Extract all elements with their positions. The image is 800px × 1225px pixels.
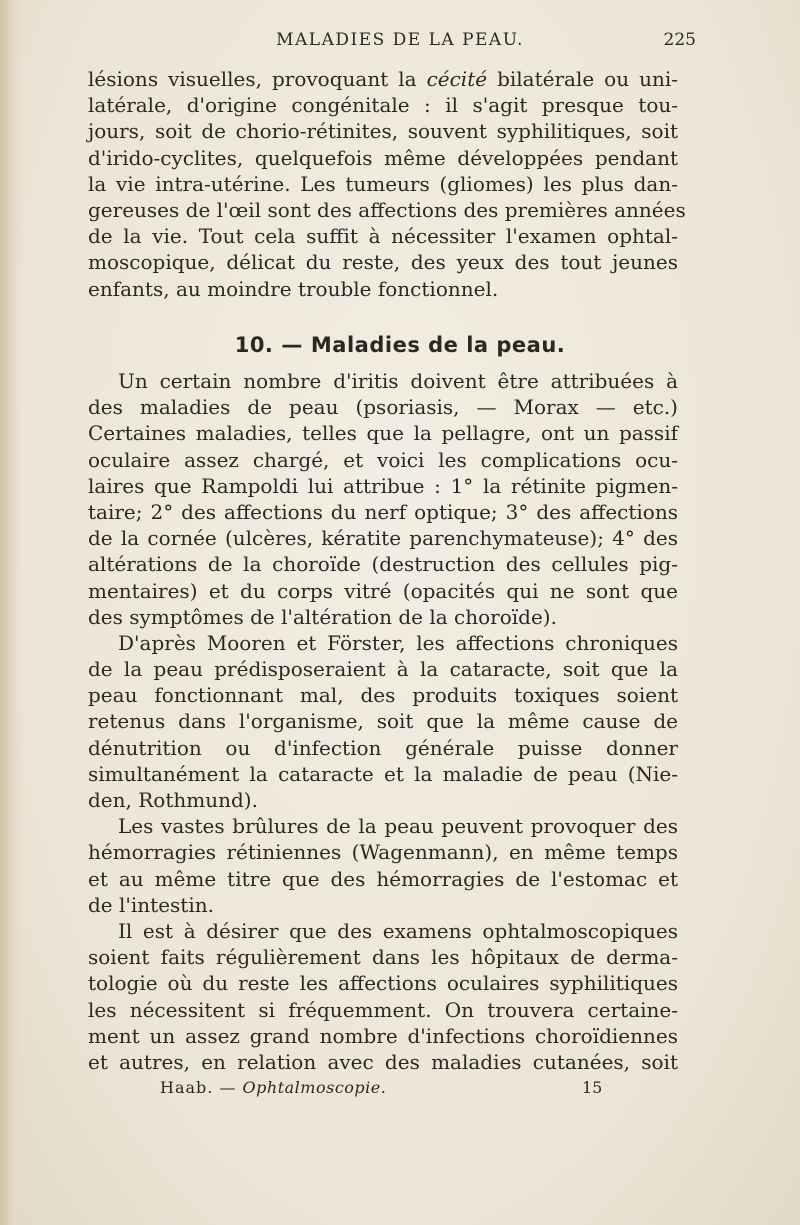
text-line: mentaires) et du corps vitré (opacités qui ne sont que <box>88 578 678 603</box>
text-line: hémorragies rétiniennes (Wagenmann), en même temps <box>88 840 678 865</box>
text-line: Il est à désirer que des examens ophtalmoscopiques <box>118 918 678 943</box>
text-line: les nécessitent si fréquemment. On trouvera certaine- <box>88 997 678 1022</box>
text-line <box>88 66 678 92</box>
text-line: gereuses de l'œil sont des affections des premières années <box>88 197 686 222</box>
section-number: 10. <box>234 333 274 357</box>
text-line: Certaines maladies, telles que la pellagre, ont un passif <box>88 421 678 446</box>
text-line: taire; 2° des affections du nerf optique; 3° des affections <box>88 499 678 524</box>
text-line: jours, soit de chorio-rétinites, souvent syphilitiques, soit <box>88 119 678 144</box>
text-line: altérations de la choroïde (destruction des cellules pig- <box>88 552 678 577</box>
page-binding-edge <box>0 0 22 1225</box>
paragraph-continued <box>88 66 686 302</box>
text-line: de la peau prédisposeraient à la cataracte, soit que la <box>88 657 678 682</box>
text-line: et autres, en relation avec des maladies cutanées, soit <box>88 1049 678 1074</box>
text-line: tologie où du reste les affections oculaires syphilitiques <box>88 971 678 996</box>
text-line: soient faits régulièrement dans les hôpitaux de derma- <box>88 945 678 970</box>
text-line: la vie intra-utérine. Les tumeurs (gliomes) les plus dan- <box>88 171 678 196</box>
footer-signature-line <box>160 1078 386 1097</box>
section-title: Maladies de la peau. <box>310 333 566 357</box>
text-line: des maladies de peau (psoriasis, — Morax — etc.) <box>88 395 678 420</box>
text-line: retenus dans l'organisme, soit que la même cause de <box>88 709 678 734</box>
text-line: enfants, au moindre trouble fonctionnel. <box>88 276 499 301</box>
text-line: de l'intestin. <box>88 892 214 917</box>
section-body <box>88 368 678 1075</box>
text-line: d'irido-cyclites, quelquefois même développées pendant <box>88 145 678 170</box>
emphasized-word: cécité <box>426 67 488 91</box>
text-line: de la vie. Tout cela suffit à nécessiter l'examen ophtal- <box>88 224 678 249</box>
text-line: D'après Mooren et Förster, les affections chroniques <box>118 630 678 655</box>
text-line: dénutrition ou d'infection générale puisse donner <box>88 735 678 760</box>
text-line: laires que Rampoldi lui attribue : 1° la rétinite pigmen- <box>88 473 678 498</box>
footer-title: Ophtalmoscopie. <box>242 1078 387 1097</box>
text-line: de la cornée (ulcères, kératite parenchymateuse); 4° des <box>88 526 678 551</box>
footer-author: Haab. <box>160 1078 214 1097</box>
page-footer <box>0 1078 800 1102</box>
text-line: Les vastes brûlures de la peau peuvent provoquer des <box>118 814 678 839</box>
page-number: 225 <box>663 30 696 50</box>
text-line: des symptômes de l'altération de la choroïde). <box>88 604 557 629</box>
text-line: moscopique, délicat du reste, des yeux des tout jeunes <box>88 250 678 275</box>
text-line: den, Rothmund). <box>88 788 258 812</box>
footer-signature-number: 15 <box>582 1078 603 1097</box>
text-line: oculaire assez chargé, et voici les complications ocu- <box>88 447 678 472</box>
text-line: peau fonctionnant mal, des produits toxiques soient <box>88 683 678 708</box>
text-line: latérale, d'origine congénitale : il s'agit presque tou- <box>88 93 678 118</box>
text-line: simultanément la cataracte et la maladie de peau (Nie- <box>88 761 678 786</box>
running-header <box>0 30 800 56</box>
text-line: Un certain nombre d'iritis doivent être attribuées à <box>118 369 678 393</box>
footer-dash: — <box>219 1078 237 1097</box>
text-line: et au même titre que des hémorragies de l'estomac et <box>88 866 678 891</box>
running-title: MALADIES DE LA PEAU. <box>276 30 524 50</box>
section-dash: — <box>281 333 303 357</box>
text-line-content: lésions visuelles, provoquant la cécité bilatérale ou uni- <box>88 67 678 91</box>
section-heading <box>0 333 800 357</box>
text-line: ment un assez grand nombre d'infections choroïdiennes <box>88 1023 678 1048</box>
